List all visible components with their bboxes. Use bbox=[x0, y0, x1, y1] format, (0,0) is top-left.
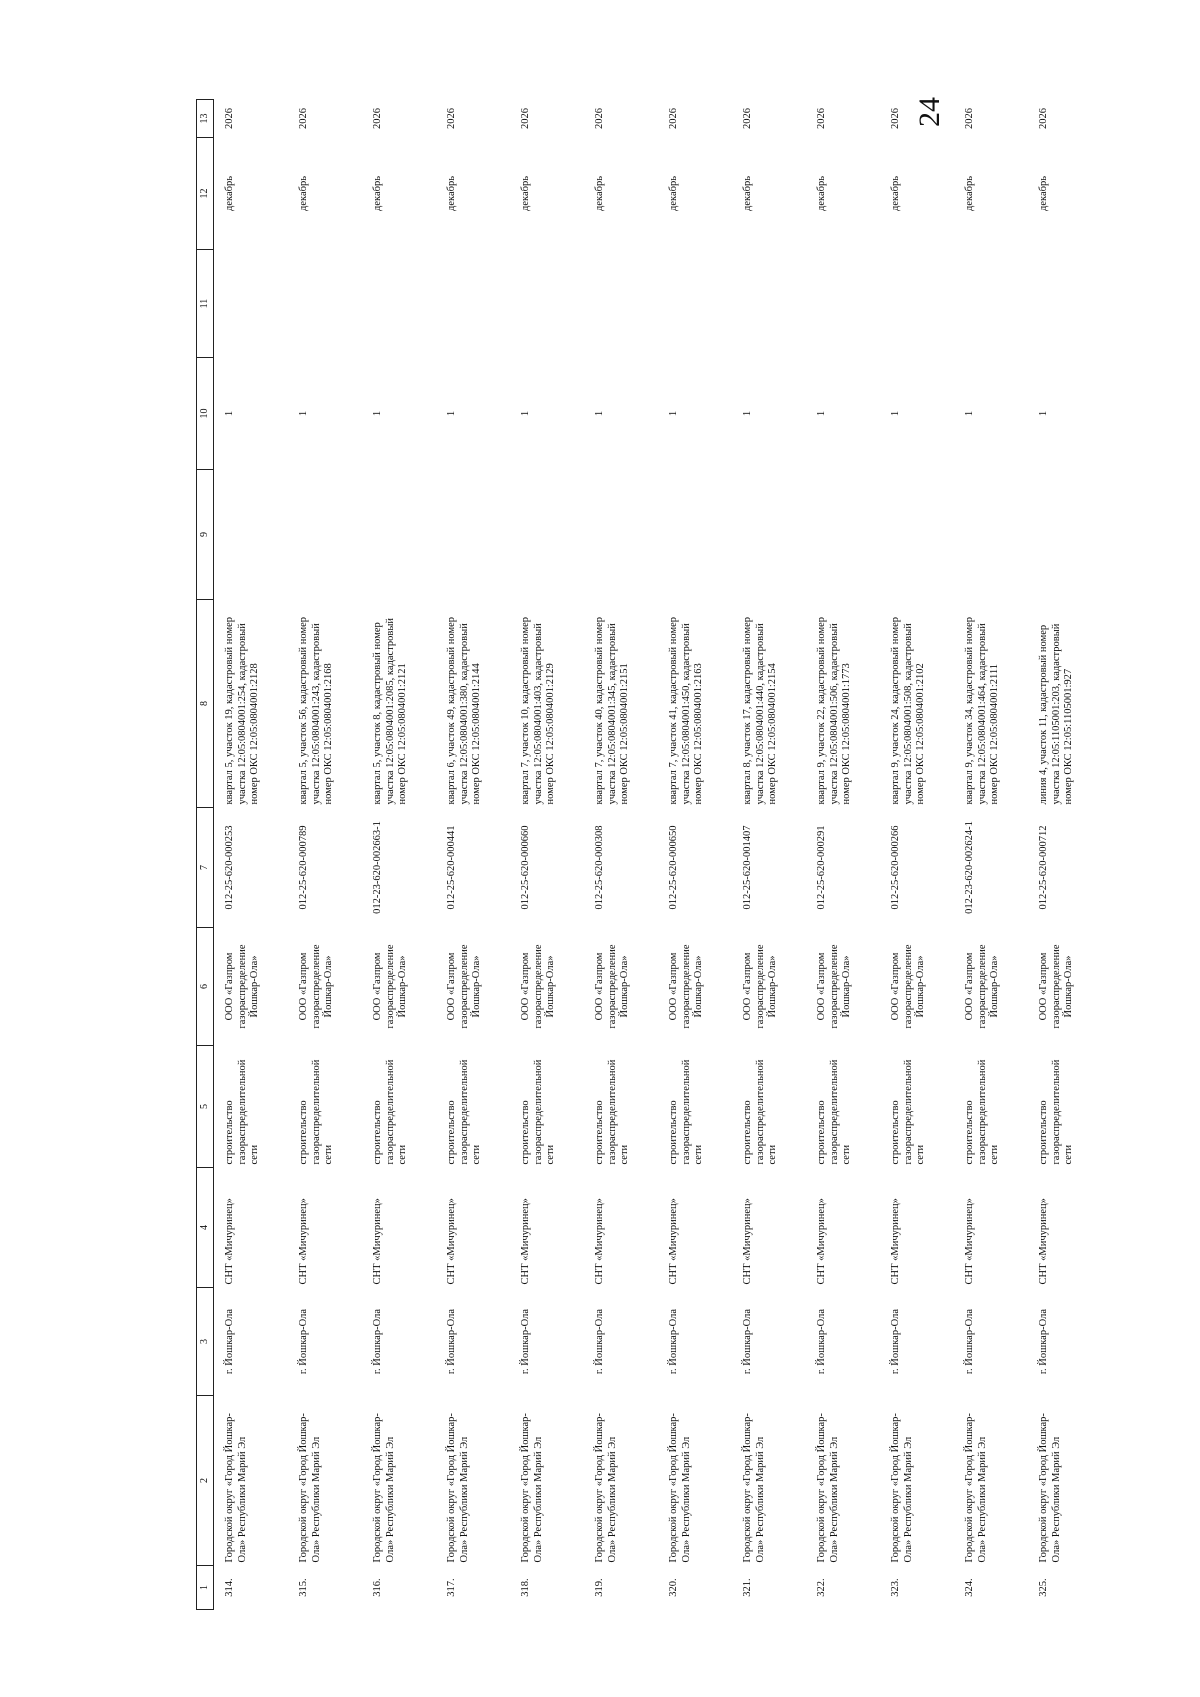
table-row bbox=[1028, 100, 1115, 1610]
quantity-cell: 1 bbox=[224, 410, 235, 417]
location-cell: квартал 5, участок 8, кадастровый номер участка 12:05:0804001:2085, кадастровый номер ОКС 12:05:0804001:2121 bbox=[372, 617, 409, 805]
location-cell: квартал 9, участок 24, кадастровый номер участка 12:05:0804001:508, кадастровый номер ОКС 12:05:0804001:2102 bbox=[890, 616, 927, 805]
month-cell: декабрь bbox=[890, 176, 901, 211]
row-number: 320. bbox=[668, 1578, 679, 1597]
district-cell: Городской округ «Город Йошкар-Ола» Республики Марий Эл bbox=[594, 1413, 618, 1563]
year-cell: 2026 bbox=[964, 108, 975, 129]
snt-cell: СНТ «Мичуринец» bbox=[1038, 1198, 1049, 1285]
row-number: 316. bbox=[372, 1578, 383, 1597]
district-cell: Городской округ «Город Йошкар-Ола» Республики Марий Эл bbox=[446, 1413, 470, 1563]
city-cell: г. Йошкар-Ола bbox=[1038, 1308, 1049, 1375]
district-cell: Городской округ «Город Йошкар-Ола» Республики Марий Эл bbox=[298, 1413, 322, 1563]
city-cell: г. Йошкар-Ола bbox=[224, 1308, 235, 1375]
col11-cell bbox=[732, 250, 806, 358]
col-header-5: 5 bbox=[197, 1046, 214, 1168]
quantity-cell: 1 bbox=[742, 410, 753, 417]
location-cell: линия 4, участок 11, кадастровый номер участка 12:05:1105001:203, кадастровый номер ОКС 12:05:1105001:927 bbox=[1038, 623, 1075, 805]
col-header-7: 7 bbox=[197, 808, 214, 928]
col-header-1: 1 bbox=[197, 1566, 214, 1610]
snt-cell: СНТ «Мичуринец» bbox=[298, 1198, 309, 1285]
row-number: 323. bbox=[890, 1578, 901, 1597]
year-cell: 2026 bbox=[890, 108, 901, 129]
city-cell: г. Йошкар-Ола bbox=[520, 1308, 531, 1375]
year-cell: 2026 bbox=[224, 108, 235, 129]
city-cell: г. Йошкар-Ола bbox=[668, 1308, 679, 1375]
col11-cell bbox=[510, 250, 584, 358]
month-cell: декабрь bbox=[742, 176, 753, 211]
month-cell: декабрь bbox=[446, 176, 457, 211]
year-cell: 2026 bbox=[742, 108, 753, 129]
location-cell: квартал 9, участок 34, кадастровый номер участка 12:05:0804001:464, кадастровый номер ОКС 12:05:0804001:2111 bbox=[964, 616, 1001, 805]
col9-cell bbox=[658, 470, 732, 600]
table-body bbox=[214, 100, 1116, 1610]
col11-cell bbox=[584, 250, 658, 358]
row-number: 318. bbox=[520, 1578, 531, 1597]
city-cell: г. Йошкар-Ола bbox=[594, 1308, 605, 1375]
header-row bbox=[197, 100, 214, 1610]
quantity-cell: 1 bbox=[520, 410, 531, 417]
organization-cell: ООО «Газпром газораспределение Йошкар-Ола» bbox=[816, 944, 853, 1029]
col-header-3: 3 bbox=[197, 1288, 214, 1396]
month-cell: декабрь bbox=[372, 176, 383, 211]
table-row bbox=[288, 100, 362, 1610]
city-cell: г. Йошкар-Ола bbox=[816, 1308, 827, 1375]
row-number: 321. bbox=[742, 1578, 753, 1597]
organization-cell: ООО «Газпром газораспределение Йошкар-Ола» bbox=[594, 944, 631, 1029]
col9-cell bbox=[362, 470, 436, 600]
col9-cell bbox=[806, 470, 880, 600]
row-number: 325. bbox=[1038, 1578, 1049, 1597]
registry-code-cell: 012-25-620-000266 bbox=[890, 825, 901, 910]
table-row bbox=[362, 100, 436, 1610]
table-row bbox=[880, 100, 954, 1610]
year-cell: 2026 bbox=[594, 108, 605, 129]
work-type-cell: строительство газораспределительной сети bbox=[372, 1059, 409, 1165]
work-type-cell: строительство газораспределительной сети bbox=[964, 1059, 1001, 1165]
col11-cell bbox=[362, 250, 436, 358]
work-type-cell: строительство газораспределительной сети bbox=[520, 1059, 557, 1165]
registry-code-cell: 012-25-620-000291 bbox=[816, 825, 827, 910]
col9-cell bbox=[584, 470, 658, 600]
registry-code-cell: 012-25-620-000441 bbox=[446, 825, 457, 910]
col-header-9: 9 bbox=[197, 470, 214, 600]
registry-code-cell: 012-25-620-001407 bbox=[742, 825, 753, 910]
registry-code-cell: 012-25-620-000712 bbox=[1038, 825, 1049, 910]
work-type-cell: строительство газораспределительной сети bbox=[1038, 1059, 1075, 1165]
snt-cell: СНТ «Мичуринец» bbox=[594, 1198, 605, 1285]
table-row bbox=[658, 100, 732, 1610]
year-cell: 2026 bbox=[668, 108, 679, 129]
snt-cell: СНТ «Мичуринец» bbox=[890, 1198, 901, 1285]
col11-cell bbox=[1028, 250, 1115, 358]
col9-cell bbox=[510, 470, 584, 600]
snt-cell: СНТ «Мичуринец» bbox=[668, 1198, 679, 1285]
quantity-cell: 1 bbox=[816, 410, 827, 417]
col-header-12: 12 bbox=[197, 138, 214, 250]
year-cell: 2026 bbox=[520, 108, 531, 129]
work-type-cell: строительство газораспределительной сети bbox=[890, 1059, 927, 1165]
organization-cell: ООО «Газпром газораспределение Йошкар-Ола» bbox=[668, 944, 705, 1029]
col-header-4: 4 bbox=[197, 1168, 214, 1288]
location-cell: квартал 7, участок 10, кадастровый номер участка 12:05:0804001:403, кадастровый номер ОКС 12:05:0804001:2129 bbox=[520, 616, 557, 805]
location-cell: квартал 7, участок 40, кадастровый номер участка 12:05:0804001:345, кадастровый номер ОКС 12:05:0804001:2151 bbox=[594, 616, 631, 805]
city-cell: г. Йошкар-Ола bbox=[298, 1308, 309, 1375]
col9-cell bbox=[214, 470, 289, 600]
col11-cell bbox=[214, 250, 289, 358]
month-cell: декабрь bbox=[298, 176, 309, 211]
col9-cell bbox=[288, 470, 362, 600]
work-type-cell: строительство газораспределительной сети bbox=[816, 1059, 853, 1165]
col-header-11: 11 bbox=[197, 250, 214, 358]
snt-cell: СНТ «Мичуринец» bbox=[964, 1198, 975, 1285]
organization-cell: ООО «Газпром газораспределение Йошкар-Ола» bbox=[890, 944, 927, 1029]
district-cell: Городской округ «Город Йошкар-Ола» Республики Марий Эл bbox=[668, 1413, 692, 1563]
work-type-cell: строительство газораспределительной сети bbox=[224, 1059, 261, 1165]
location-cell: квартал 6, участок 49, кадастровый номер участка 12:05:0804001:380, кадастровый номер ОКС 12:05:0804001:2144 bbox=[446, 616, 483, 805]
district-cell: Городской округ «Город Йошкар-Ола» Республики Марий Эл bbox=[742, 1413, 766, 1563]
city-cell: г. Йошкар-Ола bbox=[964, 1308, 975, 1375]
registry-code-cell: 012-25-620-000789 bbox=[298, 825, 309, 910]
col11-cell bbox=[288, 250, 362, 358]
col-header-10: 10 bbox=[197, 358, 214, 470]
registry-code-cell: 012-25-620-000308 bbox=[594, 825, 605, 910]
col9-cell bbox=[954, 470, 1028, 600]
district-cell: Городской округ «Город Йошкар-Ола» Республики Марий Эл bbox=[224, 1413, 248, 1563]
col11-cell bbox=[436, 250, 510, 358]
col11-cell bbox=[880, 250, 954, 358]
col9-cell bbox=[1028, 470, 1115, 600]
city-cell: г. Йошкар-Ола bbox=[372, 1308, 383, 1375]
page-number: 24 bbox=[913, 97, 946, 127]
row-number: 314. bbox=[224, 1578, 235, 1597]
quantity-cell: 1 bbox=[964, 410, 975, 417]
col9-cell bbox=[732, 470, 806, 600]
work-type-cell: строительство газораспределительной сети bbox=[298, 1059, 335, 1165]
month-cell: декабрь bbox=[520, 176, 531, 211]
organization-cell: ООО «Газпром газораспределение Йошкар-Ола» bbox=[742, 944, 779, 1029]
snt-cell: СНТ «Мичуринец» bbox=[446, 1198, 457, 1285]
organization-cell: ООО «Газпром газораспределение Йошкар-Ола» bbox=[224, 944, 261, 1029]
city-cell: г. Йошкар-Ола bbox=[890, 1308, 901, 1375]
row-number: 319. bbox=[594, 1578, 605, 1597]
organization-cell: ООО «Газпром газораспределение Йошкар-Ола» bbox=[964, 944, 1001, 1029]
location-cell: квартал 9, участок 22, кадастровый номер участка 12:05:0804001:506, кадастровый номер ОКС 12:05:0804001:1773 bbox=[816, 616, 853, 805]
location-cell: квартал 8, участок 17, кадастровый номер участка 12:05:0804001:440, кадастровый номер ОКС 12:05:0804001:2154 bbox=[742, 616, 779, 805]
quantity-cell: 1 bbox=[446, 410, 457, 417]
month-cell: декабрь bbox=[964, 176, 975, 211]
year-cell: 2026 bbox=[1038, 108, 1049, 129]
quantity-cell: 1 bbox=[372, 410, 383, 417]
row-number: 317. bbox=[446, 1578, 457, 1597]
location-cell: квартал 7, участок 41, кадастровый номер участка 12:05:0804001:450, кадастровый номер ОКС 12:05:0804001:2163 bbox=[668, 616, 705, 805]
col11-cell bbox=[954, 250, 1028, 358]
work-type-cell: строительство газораспределительной сети bbox=[594, 1059, 631, 1165]
year-cell: 2026 bbox=[816, 108, 827, 129]
location-cell: квартал 5, участок 19, кадастровый номер участка 12:05:0804001:254, кадастровый номер ОКС 12:05:0804001:2128 bbox=[224, 616, 261, 805]
month-cell: декабрь bbox=[668, 176, 679, 211]
col11-cell bbox=[658, 250, 732, 358]
district-cell: Городской округ «Город Йошкар-Ола» Республики Марий Эл bbox=[964, 1413, 988, 1563]
table-row bbox=[510, 100, 584, 1610]
registry-code-cell: 012-25-620-000253 bbox=[224, 825, 235, 910]
row-number: 324. bbox=[964, 1578, 975, 1597]
year-cell: 2026 bbox=[298, 108, 309, 129]
year-cell: 2026 bbox=[446, 108, 457, 129]
registry-code-cell: 012-23-620-002624-1 bbox=[964, 821, 975, 914]
work-type-cell: строительство газораспределительной сети bbox=[446, 1059, 483, 1165]
month-cell: декабрь bbox=[224, 176, 235, 211]
snt-cell: СНТ «Мичуринец» bbox=[742, 1198, 753, 1285]
snt-cell: СНТ «Мичуринец» bbox=[816, 1198, 827, 1285]
registry-code-cell: 012-25-620-000660 bbox=[520, 825, 531, 910]
quantity-cell: 1 bbox=[594, 410, 605, 417]
row-number: 322. bbox=[816, 1578, 827, 1597]
table-row bbox=[806, 100, 880, 1610]
snt-cell: СНТ «Мичуринец» bbox=[372, 1198, 383, 1285]
table-row bbox=[436, 100, 510, 1610]
table-row bbox=[584, 100, 658, 1610]
district-cell: Городской округ «Город Йошкар-Ола» Республики Марий Эл bbox=[816, 1413, 840, 1563]
col-header-13: 13 bbox=[197, 100, 214, 138]
snt-cell: СНТ «Мичуринец» bbox=[520, 1198, 531, 1285]
month-cell: декабрь bbox=[594, 176, 605, 211]
organization-cell: ООО «Газпром газораспределение Йошкар-Ола» bbox=[372, 944, 409, 1029]
city-cell: г. Йошкар-Ола bbox=[742, 1308, 753, 1375]
organization-cell: ООО «Газпром газораспределение Йошкар-Ола» bbox=[298, 944, 335, 1029]
organization-cell: ООО «Газпром газораспределение Йошкар-Ола» bbox=[1038, 944, 1075, 1029]
district-cell: Городской округ «Город Йошкар-Ола» Республики Марий Эл bbox=[1038, 1413, 1062, 1563]
registry-code-cell: 012-23-620-002663-1 bbox=[372, 821, 383, 914]
col-header-8: 8 bbox=[197, 600, 214, 808]
table-container bbox=[196, 100, 1075, 1610]
month-cell: декабрь bbox=[816, 176, 827, 211]
rotated-table bbox=[196, 100, 1075, 1610]
registry-code-cell: 012-25-620-000650 bbox=[668, 825, 679, 910]
quantity-cell: 1 bbox=[298, 410, 309, 417]
city-cell: г. Йошкар-Ола bbox=[446, 1308, 457, 1375]
work-type-cell: строительство газораспределительной сети bbox=[668, 1059, 705, 1165]
data-table bbox=[196, 99, 1115, 1610]
quantity-cell: 1 bbox=[668, 410, 679, 417]
table-row bbox=[214, 100, 289, 1610]
col-header-2: 2 bbox=[197, 1396, 214, 1566]
table-row bbox=[732, 100, 806, 1610]
organization-cell: ООО «Газпром газораспределение Йошкар-Ола» bbox=[446, 944, 483, 1029]
month-cell: декабрь bbox=[1038, 176, 1049, 211]
year-cell: 2026 bbox=[372, 108, 383, 129]
col9-cell bbox=[880, 470, 954, 600]
row-number: 315. bbox=[298, 1578, 309, 1597]
col9-cell bbox=[436, 470, 510, 600]
col-header-6: 6 bbox=[197, 928, 214, 1046]
snt-cell: СНТ «Мичуринец» bbox=[224, 1198, 235, 1285]
location-cell: квартал 5, участок 56, кадастровый номер участка 12:05:0804001:243, кадастровый номер ОКС 12:05:0804001:2168 bbox=[298, 616, 335, 805]
work-type-cell: строительство газораспределительной сети bbox=[742, 1059, 779, 1165]
district-cell: Городской округ «Город Йошкар-Ола» Республики Марий Эл bbox=[372, 1413, 396, 1563]
col11-cell bbox=[806, 250, 880, 358]
district-cell: Городской округ «Город Йошкар-Ола» Республики Марий Эл bbox=[520, 1413, 544, 1563]
quantity-cell: 1 bbox=[890, 410, 901, 417]
district-cell: Городской округ «Город Йошкар-Ола» Республики Марий Эл bbox=[890, 1413, 914, 1563]
organization-cell: ООО «Газпром газораспределение Йошкар-Ола» bbox=[520, 944, 557, 1029]
table-row bbox=[954, 100, 1028, 1610]
quantity-cell: 1 bbox=[1038, 410, 1049, 417]
